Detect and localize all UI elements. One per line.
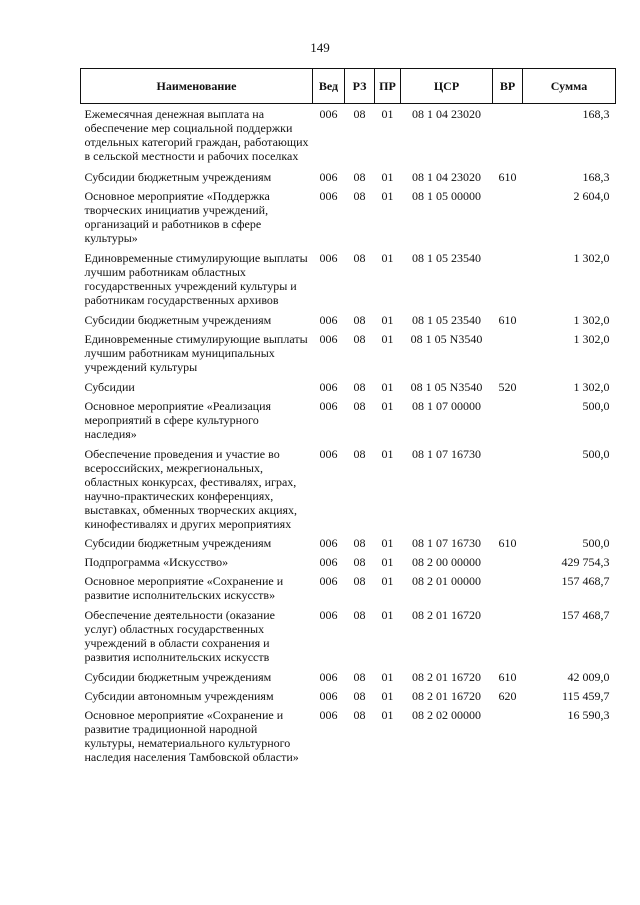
cell-rz: 08 — [353, 380, 366, 394]
cell-ved: 006 — [319, 399, 338, 413]
cell-ved: 006 — [319, 670, 338, 684]
cell-vr — [493, 441, 523, 531]
table-row — [81, 441, 616, 531]
cell-sum: 168,3 — [582, 107, 610, 121]
cell-name: Основное мероприятие «Сохранение и развитие исполнительских искусств» — [84, 574, 284, 602]
cell-pr: 01 — [381, 708, 394, 722]
cell-name: Субсидии бюджетным учреждениям — [84, 313, 272, 327]
table-row — [81, 245, 616, 307]
table-row — [81, 550, 616, 569]
cell-pr: 01 — [381, 447, 394, 461]
cell-sum: 2 604,0 — [573, 189, 610, 203]
cell-rz: 08 — [353, 447, 366, 461]
cell-vr — [493, 327, 523, 374]
cell-ved: 006 — [319, 380, 338, 394]
cell-name: Ежемесячная денежная выплата на обеспечение мер социальной поддержки отдельных категорий граждан, работающих в сельской местности и рабочих поселках — [84, 107, 309, 163]
table-row — [81, 664, 616, 684]
cell-csr: 08 1 07 00000 — [412, 399, 481, 413]
cell-sum: 168,3 — [582, 170, 610, 184]
cell-name: Подпрограмма «Искусство» — [84, 555, 229, 569]
table-header-row — [81, 69, 616, 104]
cell-csr: 08 2 01 16720 — [412, 670, 481, 684]
cell-rz: 08 — [353, 708, 366, 722]
cell-csr: 08 1 05 23540 — [412, 251, 481, 265]
cell-ved: 006 — [319, 708, 338, 722]
cell-vr: 610 — [498, 670, 517, 684]
cell-pr: 01 — [381, 313, 394, 327]
cell-sum: 500,0 — [582, 536, 610, 550]
cell-rz: 08 — [353, 670, 366, 684]
cell-name: Основное мероприятие «Реализация мероприятий в сфере культурного наследия» — [84, 399, 272, 441]
cell-csr: 08 2 01 16720 — [412, 689, 481, 703]
cell-name: Обеспечение деятельности (оказание услуг) областных государственных учреждений в области сохранения и развития исполнительских искусств — [84, 608, 275, 664]
cell-rz: 08 — [353, 313, 366, 327]
cell-ved: 006 — [319, 555, 338, 569]
cell-name: Основное мероприятие «Сохранение и развитие традиционной народной культуры, нематериального культурного наследия населения Тамбовской области» — [84, 708, 299, 764]
cell-rz: 08 — [353, 555, 366, 569]
header-sum: Сумма — [523, 69, 616, 104]
cell-rz: 08 — [353, 170, 366, 184]
cell-ved: 006 — [319, 332, 338, 346]
cell-pr: 01 — [381, 608, 394, 622]
cell-name: Обеспечение проведения и участие во всероссийских, межрегиональных, областных конкурсах, фестивалях, играх, научно-практических конференциях, выставках, обменных творческих акциях, кинофестивалях и других мероприятиях — [84, 447, 298, 531]
cell-name: Единовременные стимулирующие выплаты лучшим работникам областных государственных учреждений культуры и работникам государственных архивов — [84, 251, 308, 307]
cell-name: Субсидии бюджетным учреждениям — [84, 670, 272, 684]
cell-ved: 006 — [319, 536, 338, 550]
cell-ved: 006 — [319, 170, 338, 184]
cell-pr: 01 — [381, 399, 394, 413]
cell-name: Субсидии бюджетным учреждениям — [84, 536, 272, 550]
cell-vr — [493, 550, 523, 569]
table-body — [81, 104, 616, 765]
cell-sum: 1 302,0 — [573, 251, 610, 265]
cell-sum: 16 590,3 — [567, 708, 610, 722]
cell-vr: 610 — [498, 536, 517, 550]
cell-pr: 01 — [381, 380, 394, 394]
cell-name: Субсидии автономным учреждениям — [84, 689, 274, 703]
page-number: 149 — [310, 40, 330, 55]
cell-sum: 42 009,0 — [567, 670, 610, 684]
cell-vr: 520 — [498, 380, 517, 394]
cell-csr: 08 2 01 00000 — [412, 574, 481, 588]
cell-rz: 08 — [353, 536, 366, 550]
cell-csr: 08 1 04 23020 — [412, 107, 481, 121]
cell-pr: 01 — [381, 189, 394, 203]
table-row — [81, 684, 616, 703]
cell-vr: 610 — [498, 170, 517, 184]
cell-csr: 08 2 00 00000 — [412, 555, 481, 569]
cell-pr: 01 — [381, 332, 394, 346]
cell-sum: 157 468,7 — [561, 574, 610, 588]
cell-rz: 08 — [353, 608, 366, 622]
cell-vr — [493, 184, 523, 245]
table-row — [81, 104, 616, 164]
table-row — [81, 307, 616, 327]
cell-vr — [493, 703, 523, 764]
cell-csr: 08 2 01 16720 — [412, 608, 481, 622]
cell-ved: 006 — [319, 107, 338, 121]
cell-vr: 610 — [498, 313, 517, 327]
cell-csr: 08 2 02 00000 — [412, 708, 481, 722]
cell-vr — [493, 569, 523, 602]
cell-rz: 08 — [353, 189, 366, 203]
cell-rz: 08 — [353, 399, 366, 413]
cell-pr: 01 — [381, 251, 394, 265]
budget-table — [80, 68, 616, 764]
cell-ved: 006 — [319, 689, 338, 703]
cell-vr — [493, 245, 523, 307]
cell-pr: 01 — [381, 574, 394, 588]
cell-sum: 1 302,0 — [573, 313, 610, 327]
cell-name: Основное мероприятие «Поддержка творческих инициатив учреждений, организаций и работников в сфере культуры» — [84, 189, 270, 245]
cell-csr: 08 1 05 23540 — [412, 313, 481, 327]
header-rz: РЗ — [345, 69, 375, 104]
cell-pr: 01 — [381, 555, 394, 569]
table-row — [81, 569, 616, 602]
cell-vr — [493, 602, 523, 664]
table-row — [81, 394, 616, 441]
cell-vr — [493, 104, 523, 164]
cell-name: Субсидии бюджетным учреждениям — [84, 170, 272, 184]
table-row — [81, 163, 616, 184]
table-row — [81, 184, 616, 245]
cell-ved: 006 — [319, 574, 338, 588]
table-row — [81, 703, 616, 764]
cell-pr: 01 — [381, 107, 394, 121]
cell-sum: 1 302,0 — [573, 380, 610, 394]
cell-vr: 620 — [498, 689, 517, 703]
cell-ved: 006 — [319, 447, 338, 461]
table-row — [81, 327, 616, 374]
table-row — [81, 602, 616, 664]
cell-csr: 08 1 05 N3540 — [410, 380, 483, 394]
cell-csr: 08 1 07 16730 — [412, 536, 481, 550]
cell-pr: 01 — [381, 670, 394, 684]
header-csr: ЦСР — [401, 69, 493, 104]
cell-sum: 115 459,7 — [561, 689, 610, 703]
cell-vr — [493, 394, 523, 441]
cell-rz: 08 — [353, 332, 366, 346]
cell-sum: 1 302,0 — [573, 332, 610, 346]
cell-ved: 006 — [319, 608, 338, 622]
cell-ved: 006 — [319, 189, 338, 203]
table-row — [81, 374, 616, 394]
cell-rz: 08 — [353, 107, 366, 121]
cell-sum: 500,0 — [582, 447, 610, 461]
cell-csr: 08 1 05 00000 — [412, 189, 481, 203]
cell-sum: 157 468,7 — [561, 608, 610, 622]
table-row — [81, 531, 616, 550]
cell-csr: 08 1 07 16730 — [412, 447, 481, 461]
header-ved: Вед — [313, 69, 345, 104]
cell-sum: 429 754,3 — [561, 555, 610, 569]
cell-rz: 08 — [353, 574, 366, 588]
cell-name: Субсидии — [84, 380, 135, 394]
cell-pr: 01 — [381, 536, 394, 550]
cell-ved: 006 — [319, 251, 338, 265]
header-name: Наименование — [81, 69, 313, 104]
cell-pr: 01 — [381, 689, 394, 703]
cell-csr: 08 1 05 N3540 — [410, 332, 483, 346]
cell-csr: 08 1 04 23020 — [412, 170, 481, 184]
cell-name: Единовременные стимулирующие выплаты лучшим работникам муниципальных учреждений культуры — [84, 332, 308, 374]
cell-rz: 08 — [353, 689, 366, 703]
cell-sum: 500,0 — [582, 399, 610, 413]
header-vr: ВР — [493, 69, 523, 104]
cell-rz: 08 — [353, 251, 366, 265]
cell-pr: 01 — [381, 170, 394, 184]
header-pr: ПР — [375, 69, 401, 104]
cell-ved: 006 — [319, 313, 338, 327]
